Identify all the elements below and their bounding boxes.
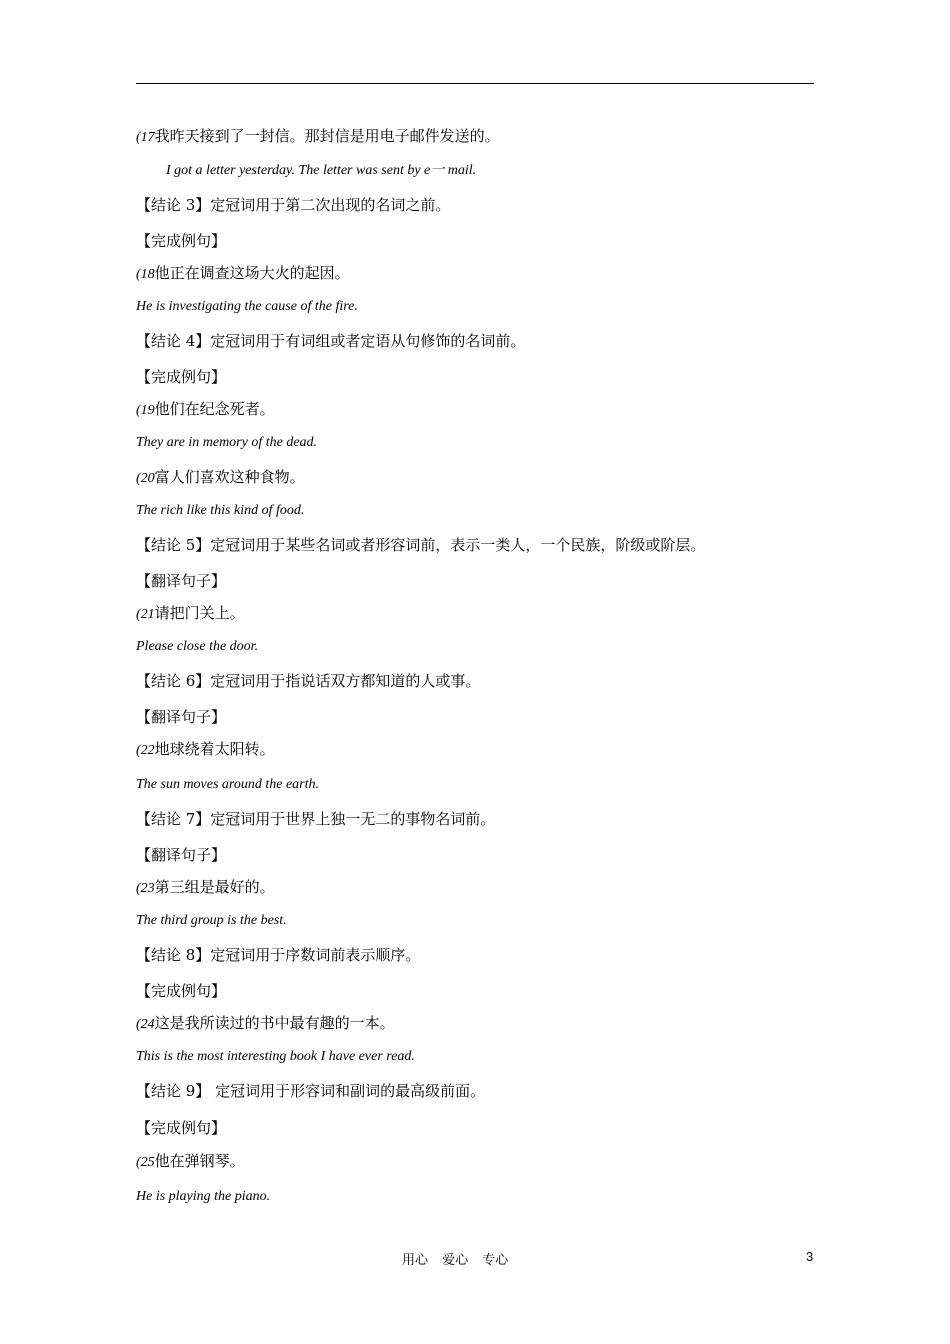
example-18-english: He is investigating the cause of the fire. [136, 299, 358, 314]
example-23-english: The third group is the best. [136, 913, 287, 928]
example-19-english: They are in memory of the dead. [136, 435, 318, 450]
section-heading: 【完成例句】 [136, 368, 227, 386]
example-23-chinese: (23第三组是最好的。 [136, 878, 275, 896]
conclusion-3: 【结论 3】定冠词用于第二次出现的名词之前。 [136, 196, 451, 214]
example-19-chinese: (19他们在纪念死者。 [136, 400, 275, 418]
section-heading: 【完成例句】 [136, 1119, 227, 1137]
example-24-english: This is the most interesting book I have ever read. [136, 1049, 415, 1064]
conclusion-7: 【结论 7】定冠词用于世界上独一无二的事物名词前。 [136, 810, 496, 828]
section-heading: 【翻译句子】 [136, 708, 227, 726]
example-17-english: I got a letter yesterday. The letter was sent by e一 mail. [166, 163, 477, 178]
conclusion-9: 【结论 9】 定冠词用于形容词和副词的最高级前面。 [136, 1082, 486, 1100]
example-17-chinese: (17我昨天接到了一封信。那封信是用电子邮件发送的。 [136, 127, 500, 145]
conclusion-5: 【结论 5】定冠词用于某些名词或者形容词前，表示一类人，一个民族，阶级或阶层。 [136, 536, 706, 554]
example-20-english: The rich like this kind of food. [136, 503, 305, 518]
example-25-english: He is playing the piano. [136, 1189, 271, 1204]
header-rule [136, 83, 814, 84]
example-20-chinese: (20富人们喜欢这种食物。 [136, 468, 305, 486]
conclusion-4: 【结论 4】定冠词用于有词组或者定语从句修饰的名词前。 [136, 332, 526, 350]
example-25-chinese: (25他在弹钢琴。 [136, 1152, 245, 1170]
page-number: 3 [806, 1249, 814, 1264]
example-21-chinese: (21请把门关上。 [136, 604, 245, 622]
example-18-chinese: (18他正在调查这场大火的起因。 [136, 264, 350, 282]
example-22-english: The sun moves around the earth. [136, 777, 320, 792]
example-21-english: Please close the door. [136, 639, 259, 654]
conclusion-6: 【结论 6】定冠词用于指说话双方都知道的人或事。 [136, 672, 481, 690]
section-heading: 【翻译句子】 [136, 572, 227, 590]
conclusion-8: 【结论 8】定冠词用于序数词前表示顺序。 [136, 946, 421, 964]
section-heading: 【完成例句】 [136, 232, 227, 250]
section-heading: 【翻译句子】 [136, 846, 227, 864]
example-22-chinese: (22地球绕着太阳转。 [136, 740, 275, 758]
example-24-chinese: (24这是我所读过的书中最有趣的一本。 [136, 1014, 395, 1032]
page-footer: 用心 爱心 专心 [402, 1253, 509, 1268]
section-heading: 【完成例句】 [136, 982, 227, 1000]
